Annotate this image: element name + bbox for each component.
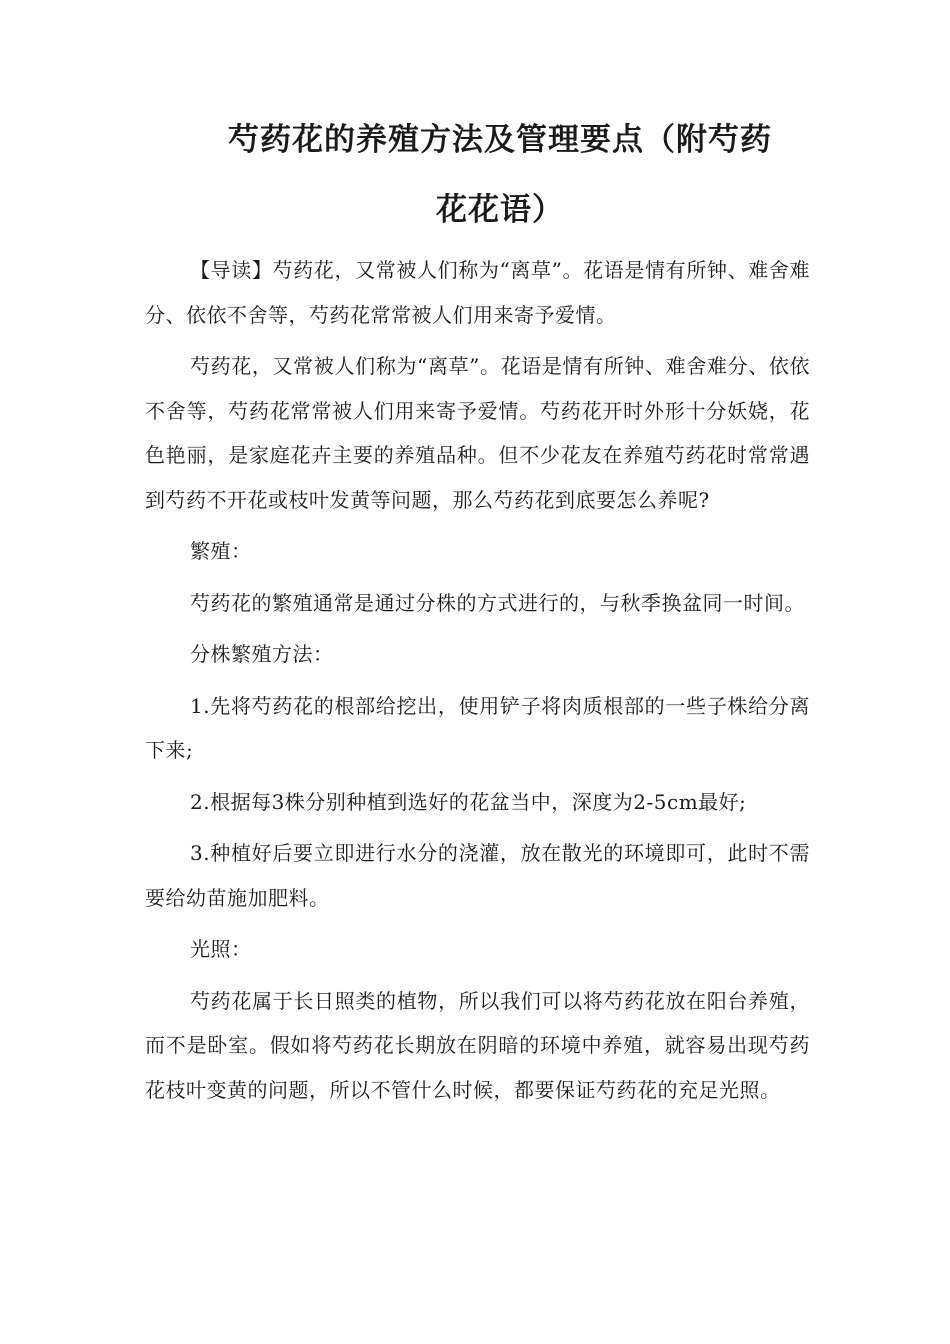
section-heading-propagation: 繁殖： <box>190 539 252 563</box>
document-title-line-2: 花花语） <box>436 192 564 228</box>
propagation-paragraph: 芍药花的繁殖通常是通过分株的方式进行的，与秋季换盆同一时间。 <box>190 590 805 615</box>
intro-paragraph: 【导读】芍药花，又常被人们称为“离草”。花语是情有所钟、难舍难分、依依不舍等，芍药花常常被人们用来寄予爱情。 <box>145 258 810 327</box>
document-title-line-1: 芍药花的养殖方法及管理要点（附芍药 <box>228 122 772 158</box>
section-heading-light: 光照： <box>190 937 252 961</box>
light-paragraph: 芍药花属于长日照类的植物，所以我们可以将芍药花放在阳台养殖，而不是卧室。假如将芍药花长期放在阴暗的环境中养殖，就容易出现芍药花枝叶变黄的问题，所以不管什么时候，都要保证芍药花的充足光照。 <box>145 988 810 1102</box>
section-heading-division-method: 分株繁殖方法： <box>190 642 334 666</box>
overview-paragraph: 芍药花，又常被人们称为“离草”。花语是情有所钟、难舍难分、依依不舍等，芍药花常常被人们用来寄予爱情。芍药花开时外形十分妖娆，花色艳丽，是家庭花卉主要的养殖品种。但不少花友在养殖芍药花时常常遇到芍药不开花或枝叶发黄等问题，那么芍药花到底要怎么养呢? <box>145 354 810 512</box>
document-body <box>145 248 810 1119</box>
step-2-paragraph: 2.根据每3株分别种植到选好的花盆当中，深度为2-5cm最好; <box>190 789 747 814</box>
step-1-paragraph: 1.先将芍药花的根部给挖出，使用铲子将肉质根部的一些子株给分离下来; <box>145 693 810 762</box>
step-3-paragraph: 3.种植好后要立即进行水分的浇灌，放在散光的环境即可，此时不需要给幼苗施加肥料。 <box>145 841 810 910</box>
